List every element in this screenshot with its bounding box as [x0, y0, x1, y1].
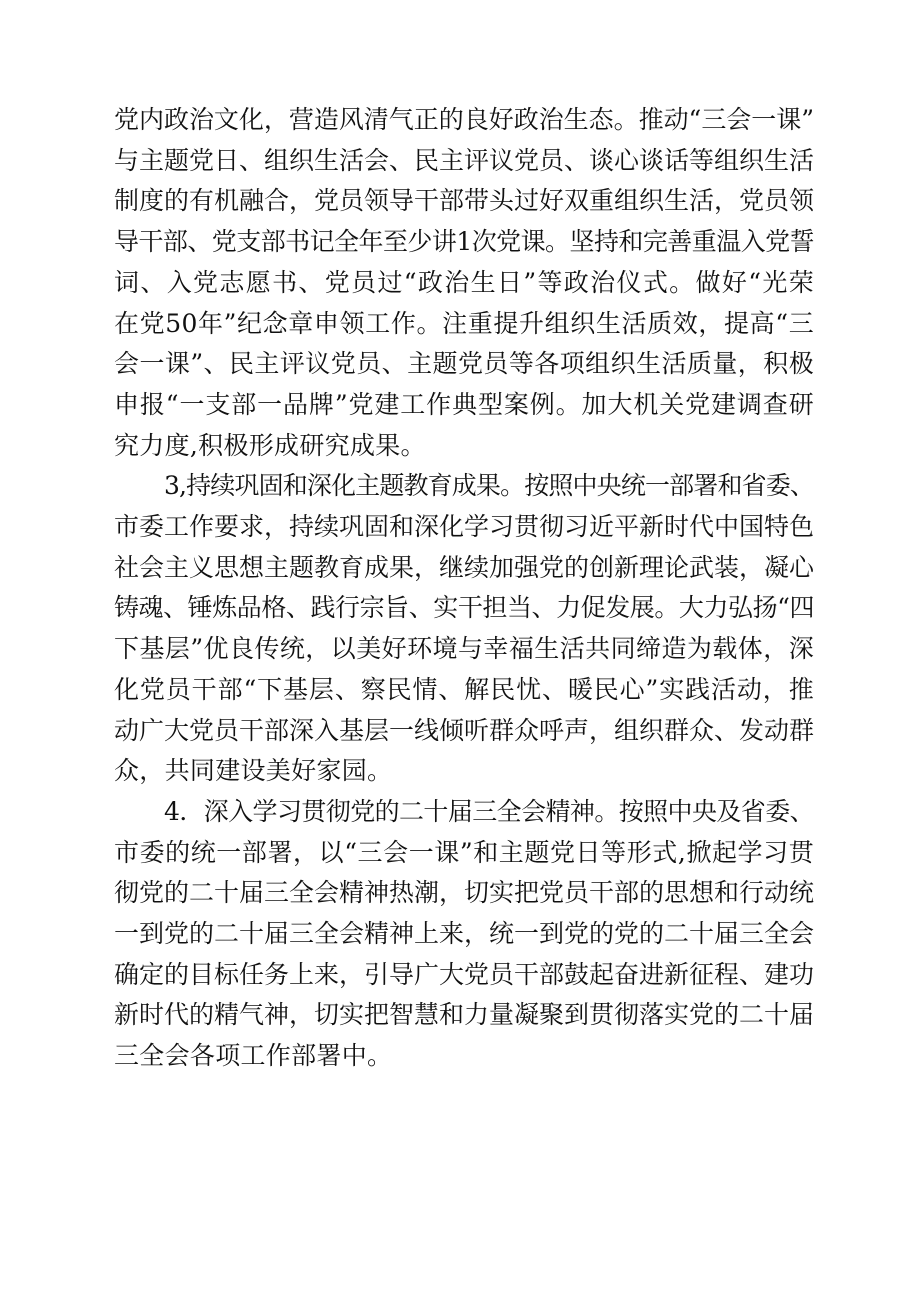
text-line: 三全会各项工作部署中。 [114, 1041, 393, 1071]
text-line: 下基层”优良传统，以美好环境与幸福生活共同缔造为载体，深 [114, 634, 814, 664]
text-line: 新时代的精气神，切实把智慧和力量凝聚到贯彻落实党的二十届 [114, 1000, 814, 1030]
text-line: 铸魂、锤炼品格、践行宗旨、实干担当、力促发展。大力弘扬“四 [114, 593, 814, 623]
paragraph-item-3 [114, 466, 814, 792]
text-line: 3,持续巩固和深化主题教育成果。按照中央统一部署和省委、 [164, 471, 814, 501]
paragraph-item-4 [114, 792, 814, 1077]
text-line: 申报“一支部一品牌”党建工作典型案例。加大机关党建调查研 [114, 389, 814, 419]
text-line: 词、入党志愿书、党员过“政治生日”等政治仪式。做好“光荣 [114, 267, 814, 297]
paragraph-party-culture [114, 100, 814, 466]
text-line: 与主题党日、组织生活会、民主评议党员、谈心谈话等组织生活 [114, 145, 814, 175]
text-line: 市委工作要求，持续巩固和深化学习贯彻习近平新时代中国特色 [114, 512, 814, 542]
text-line: 化党员干部“下基层、察民情、解民忧、暖民心”实践活动，推 [114, 674, 814, 704]
text-line: 确定的目标任务上来，引导广大党员干部鼓起奋进新征程、建功 [114, 959, 814, 989]
text-line: 社会主义思想主题教育成果，继续加强党的创新理论武装，凝心 [114, 552, 814, 582]
text-line: 党内政治文化，营造风清气正的良好政治生态。推动“三会一课” [114, 105, 814, 134]
text-line: 导干部、党支部书记全年至少讲1次党课。坚持和完善重温入党誓 [114, 227, 814, 257]
text-line: 彻党的二十届三全会精神热潮，切实把党员干部的思想和行动统 [114, 878, 814, 908]
document-body [114, 100, 814, 1077]
text-line: 制度的有机融合，党员领导干部带头过好双重组织生活，党员领 [114, 186, 814, 216]
text-line: 一到党的二十届三全会精神上来，统一到党的党的二十届三全会 [114, 919, 814, 949]
text-line: 在党50年”纪念章申领工作。注重提升组织生活质效，提高“三 [114, 308, 814, 338]
text-line: 众，共同建设美好家园。 [114, 756, 393, 786]
text-line: 动广大党员干部深入基层一线倾听群众呼声，组织群众、发动群 [114, 715, 814, 745]
text-line: 究力度,积极形成研究成果。 [114, 430, 426, 460]
text-line: 市委的统一部署，以“三会一课”和主题党日等形式,掀起学习贯 [114, 837, 814, 867]
text-line: 会一课”、民主评议党员、主题党员等各项组织生活质量，积极 [114, 349, 814, 379]
text-line: 4．深入学习贯彻党的二十届三全会精神。按照中央及省委、 [164, 796, 814, 826]
